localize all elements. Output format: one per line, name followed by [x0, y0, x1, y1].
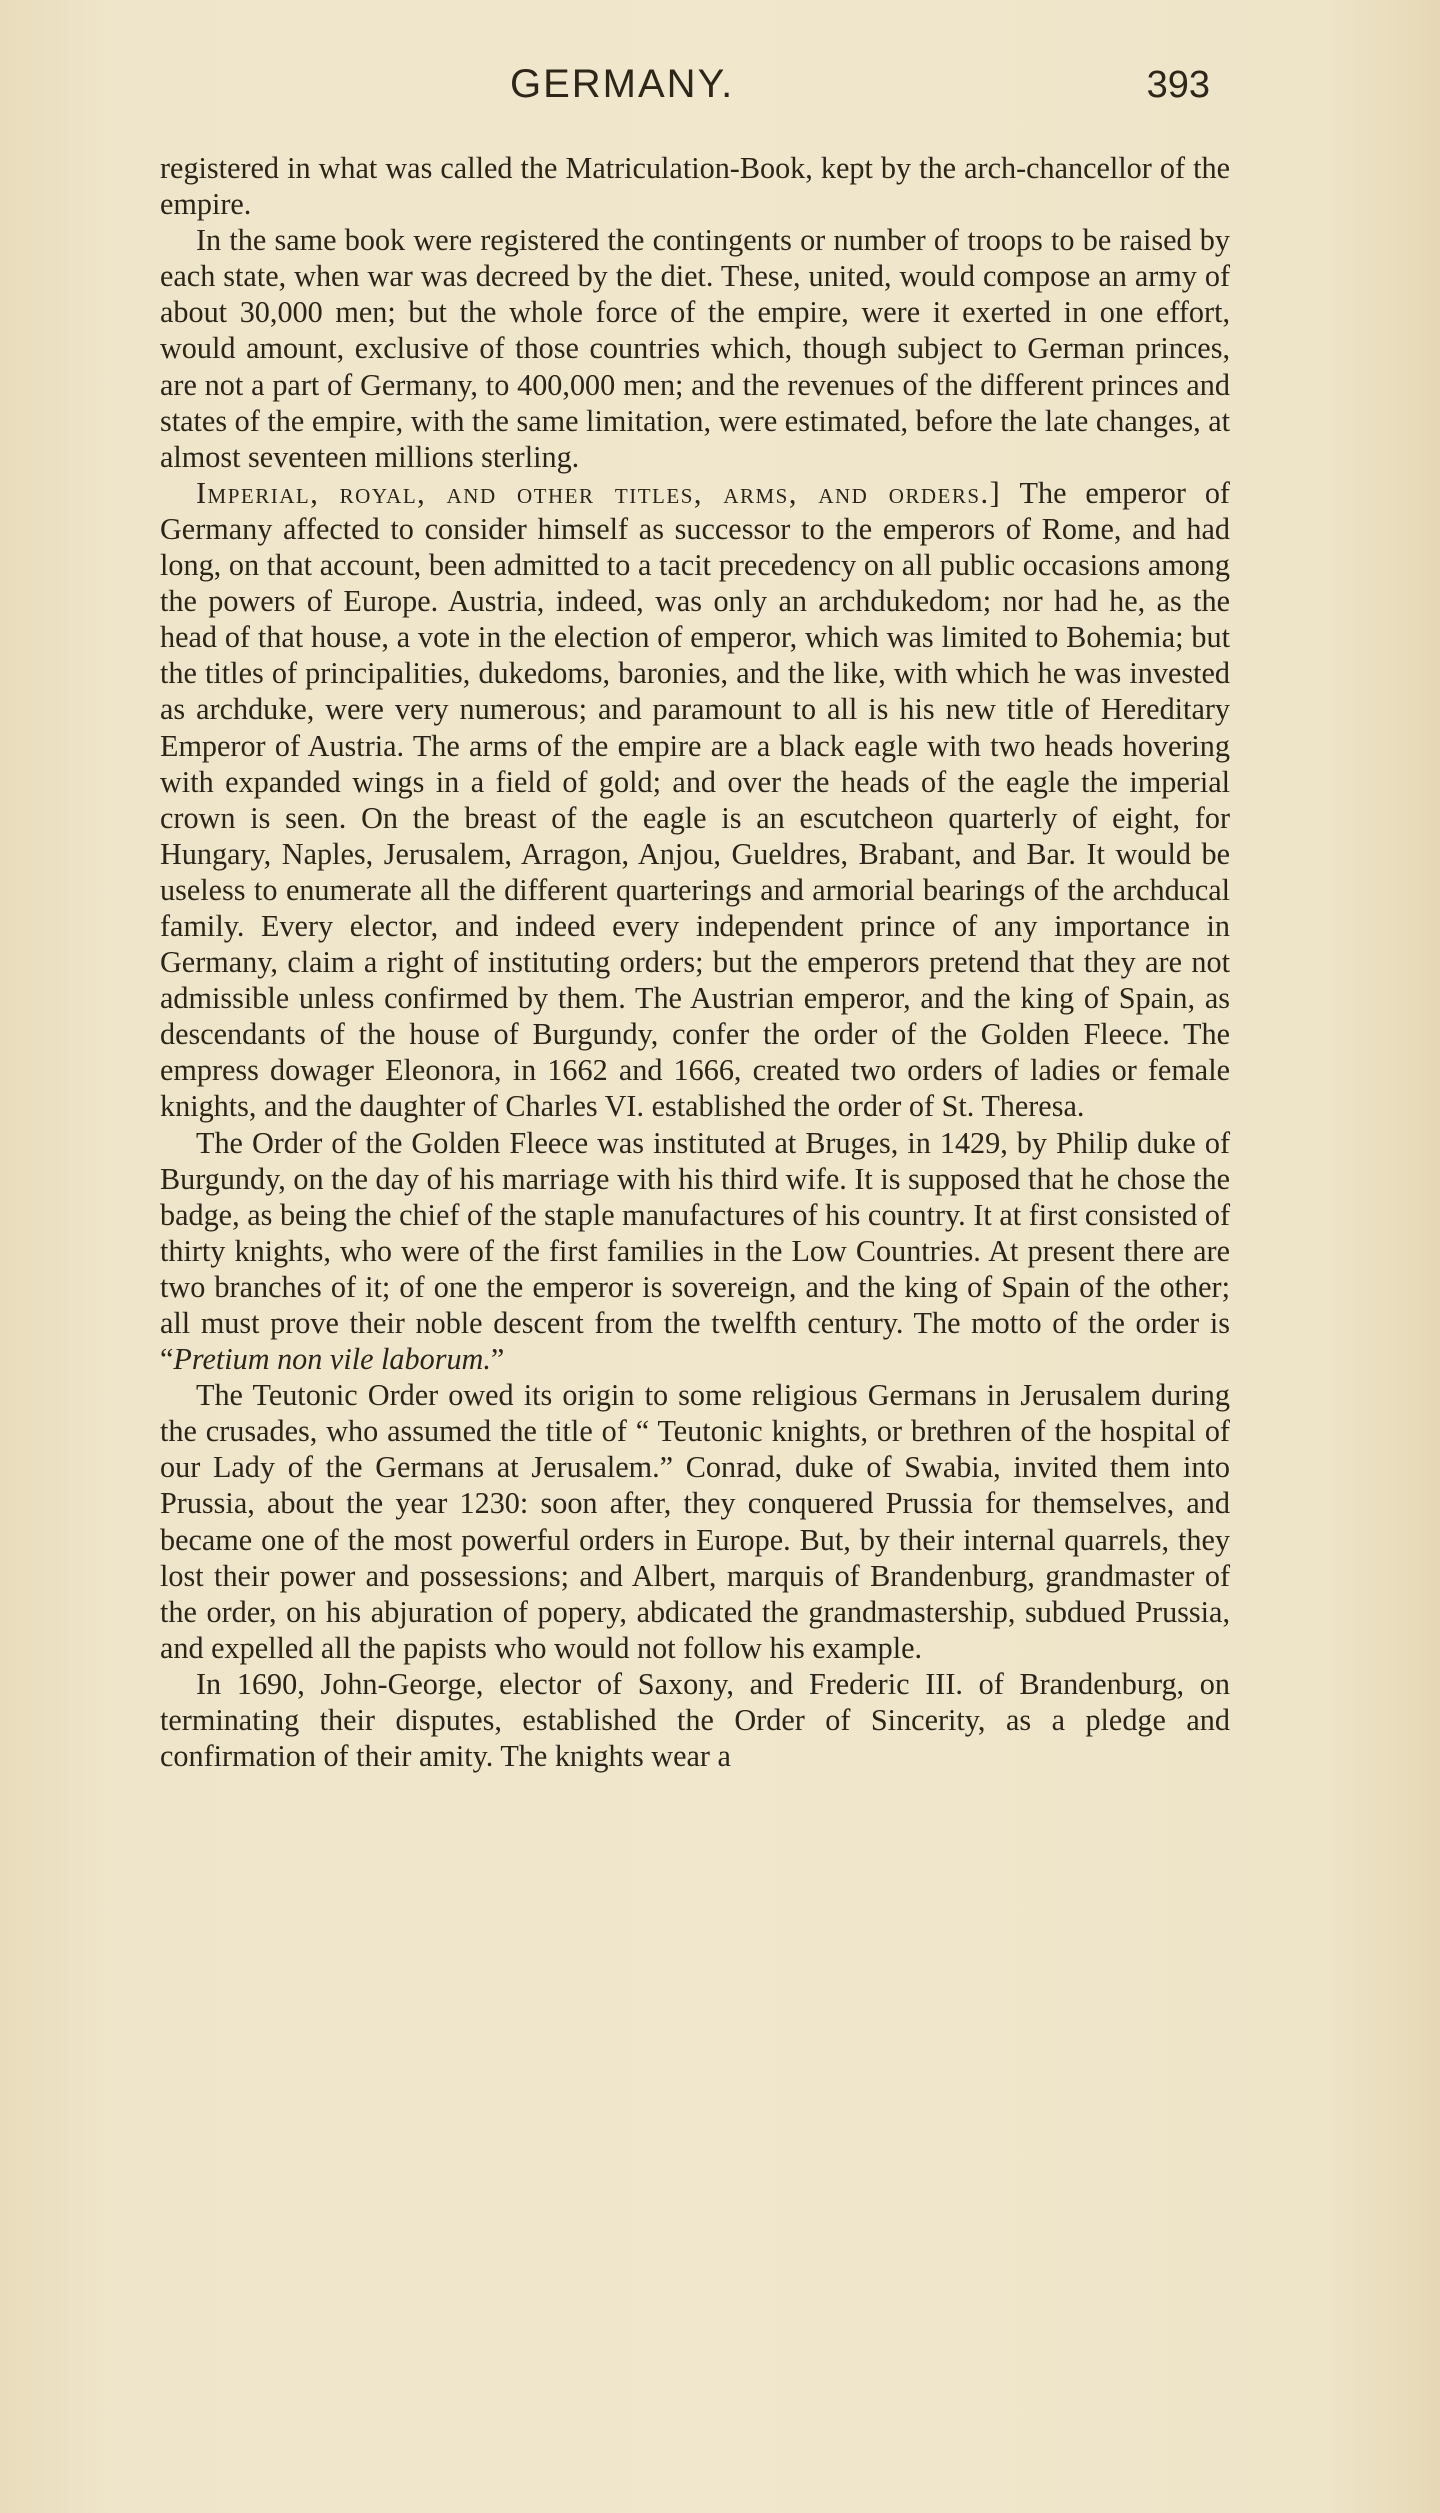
- paragraph-continued: registered in what was called the Matriculation-Book, kept by the arch-chancellor of the empire.: [160, 151, 1230, 222]
- running-head: GERMANY.: [510, 62, 735, 106]
- golden-fleece-text: The Order of the Golden Fleece was instituted at Bruges, in 1429, by Philip duke of Burgundy, on the day of his marriage with his third wife. It is supposed that he chose the badge, as being the chief of the staple manufactures of his country. It at first consisted of thirty knights, who were of the first families in the Low Countries. At present there are two branches of it; of one the emperor is sovereign, and the king of Spain of the other; all must prove their noble descent from the twelfth century. The motto of the order is “: [160, 1125, 1230, 1377]
- page-header: [160, 62, 1210, 122]
- order-motto: Pretium non vile laborum.: [173, 1342, 491, 1377]
- paragraph-golden-fleece: [160, 1125, 1230, 1378]
- paragraph-contingents: In the same book were registered the contingents or number of troops to be raised by each state, when war was decreed by the diet. These, united, would compose an army of about 30,000 men; but the whole force of the empire, were it exerted in one effort, would amount, exclusive of those countries which, though subject to German princes, are not a part of Germany, to 400,000 men; and the revenues of the different princes and states of the empire, with the same limitation, were estimated, before the late changes, at almost seventeen millions sterling.: [160, 223, 1230, 474]
- section-body: The emperor of Germany affected to consider himself as successor to the emperors of Rome, and had long, on that account, been admitted to a tacit precedency on all public occasions among the powers of Europe. Austria, indeed, was only an archdukedom; nor had he, as the head of that house, a vote in the election of emperor, which was limited to Bohemia; but the titles of principalities, dukedoms, baronies, and the like, with which he was invested as archduke, were very numerous; and paramount to all is his new title of Hereditary Emperor of Austria. The arms of the empire are a black eagle with two heads hovering with expanded wings in a field of gold; and over the heads of the eagle the imperial crown is seen. On the breast of the eagle is an escutcheon quarterly of eight, for Hungary, Naples, Jerusalem, Arragon, Anjou, Gueldres, Brabant, and Bar. It would be useless to enumerate all the different quarterings and armorial bearings of the archducal family. Every elector, and indeed every independent prince of any importance in Germany, claim a right of instituting orders; but the emperors pretend that they are not admissible unless confirmed by them. The Austrian emperor, and the king of Spain, as descendants of the house of Burgundy, confer the order of the Golden Fleece. The empress dowager Eleonora, in 1662 and 1666, created two orders of ladies or female knights, and the daughter of Charles VI. established the order of St. Theresa.: [160, 475, 1230, 1124]
- paragraph-teutonic-order: The Teutonic Order owed its origin to some religious Germans in Jerusalem during the crusades, who assumed the title of “ Teutonic knights, or brethren of the hospital of our Lady of the Germans at Jerusalem.” Conrad, duke of Swabia, invited them into Prussia, about the year 1230: soon after, they conquered Prussia for themselves, and became one of the most powerful orders in Europe. But, by their internal quarrels, they lost their power and possessions; and Albert, marquis of Brandenburg, grandmaster of the order, on his abjuration of popery, abdicated the grandmastership, subdued Prussia, and expelled all the papists who would not follow his example.: [160, 1378, 1230, 1665]
- closing-quote: ”: [490, 1342, 505, 1377]
- section-heading: Imperial, royal, and other titles, arms, and orders.]: [196, 475, 1002, 510]
- paragraph-titles-arms-orders: [160, 475, 1230, 1125]
- body-text: [160, 150, 1230, 1774]
- paragraph-order-of-sincerity: In 1690, John-George, elector of Saxony, and Frederic III. of Brandenburg, on terminating their disputes, established the Order of Sincerity, as a pledge and confirmation of their amity. The knights wear a: [160, 1666, 1230, 1774]
- page-number: 393: [1146, 64, 1210, 106]
